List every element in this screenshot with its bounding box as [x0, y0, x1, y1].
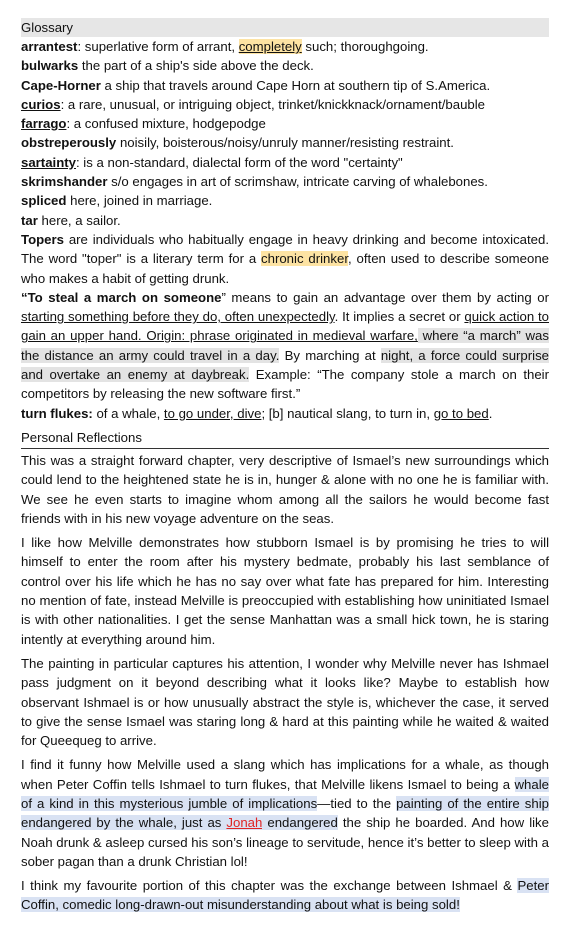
term: bulwarks — [21, 58, 79, 74]
underline-quick-action: quick action to gain an upper hand. Origin: phrase originated in medieval warfare, — [21, 309, 549, 344]
definition-end: . — [488, 405, 493, 421]
glossary-entry-spliced — [21, 191, 549, 210]
term: Topers — [21, 231, 64, 247]
glossary-entry-arrantest — [21, 37, 549, 56]
reflection-paragraph-1: This was a straight forward chapter, very descriptive of Ismael’s new surroundings which could lend to the heightened state he is in, hunger & alone with no one he is familiar with. We see he even starts to imagine whom among all the sailors he would become fast friends with in his new voyage adventure on the seas. — [21, 452, 549, 526]
reflections-heading: Personal Reflections — [21, 428, 549, 449]
highlight-march-distance: where “a march” was the distance an army could travel in a day. — [21, 328, 549, 363]
definition: here, joined in marriage. — [66, 193, 213, 209]
definition-tail: , often used to describe someone who makes a habit of getting drunk. — [21, 251, 549, 286]
highlight-painting: painting of the entire ship endangered by the whale, just as — [21, 795, 549, 831]
highlight-completely: completely — [238, 39, 302, 54]
definition: a ship that travels around Cape Horn at southern tip of S.America. — [100, 77, 491, 93]
reflection-paragraph-3: The painting in particular captures his attention, I wonder why Melville never has Ishmael pass judgment on it beyond describing what it looks like? Maybe to establish how observant Ishmael is or how unusually abstract the style is, whichever the case, it served to give the sense Ismael was staring long & hard at this painting while he waited & waited for Queequeg to arrive. — [21, 655, 549, 749]
definition: are individuals who habitually engage in heavy drinking and become intoxicated. The word "toper" is a literary term for a — [21, 231, 549, 267]
definition-tail: such; thoroughgoing. — [301, 39, 429, 54]
definition: : a confused mixture, hodgepodge — [66, 116, 266, 132]
highlight-peter-coffin: Peter Coffin, comedic long-drawn-out misunderstanding about what is being sold! — [21, 878, 549, 913]
underline-starting-something: starting something before they do, often unexpectedly — [21, 309, 335, 325]
definition: the part of a ship's side above the deck. — [78, 58, 314, 74]
definition-part: . It implies a secret or — [334, 309, 465, 325]
term: sartainty — [21, 154, 76, 170]
term: farrago — [21, 116, 67, 132]
glossary-entry-turn-flukes — [21, 404, 549, 423]
term: obstreperously — [21, 135, 117, 151]
paragraph-text: I think my favourite portion of this chapter was the exchange between Ishmael & — [21, 878, 518, 894]
paragraph-text: the ship he boarded. And how like Noah drunk & asleep cursed his son’s lineage to servitude, hence it’s better to sleep with a sober pagan than a drunk Christian lol! — [21, 815, 549, 869]
term: turn flukes: — [21, 405, 93, 421]
glossary-entry-cape-horner — [21, 76, 549, 95]
underline-go-to-bed: go to bed — [433, 405, 489, 421]
paragraph-text: I find it funny how Melville used a slang which has implications for a whale, as though when Peter Coffin tells Ishmael to turn flukes, that Melville likens Ismael to being a — [21, 757, 549, 792]
definition: : a rare, unusual, or intriguing object, trinket/knickknack/ornament/bauble — [60, 96, 486, 112]
term: curios — [21, 96, 61, 112]
term: arrantest — [21, 39, 78, 54]
definition-example: Example: “The company stole a march on their competitors by releasing the new software first.” — [21, 367, 549, 402]
reflection-paragraph-4 — [21, 755, 549, 871]
term: tar — [21, 212, 38, 228]
glossary-heading: Glossary — [21, 18, 549, 37]
term: spliced — [21, 193, 67, 209]
jonah-link[interactable]: Jonah — [226, 815, 263, 831]
glossary-entry-curios — [21, 95, 549, 114]
term: “To steal a march on someone — [21, 289, 222, 305]
term: skrimshander — [21, 174, 108, 190]
glossary-entry-steal-a-march — [21, 288, 549, 404]
definition: s/o engages in art of scrimshaw, intricate carving of whalebones. — [107, 174, 488, 190]
reflection-paragraph-5 — [21, 876, 549, 915]
definition: here, a sailor. — [37, 212, 121, 228]
definition: : is a non-standard, dialectal form of the word "certainty" — [75, 154, 403, 170]
document-page — [21, 18, 549, 920]
definition-part: ; [b] nautical slang, to turn in, — [261, 405, 434, 421]
highlight-chronic-drinker: chronic drinker — [261, 251, 348, 267]
definition: of a whale, — [92, 405, 164, 421]
glossary-entry-topers — [21, 230, 549, 288]
glossary-entry-obstreperously — [21, 133, 549, 152]
definition-part: By marching at — [279, 347, 381, 363]
highlight-whale-of-a-kind: whale of a kind in this mysterious jumble of implications — [21, 776, 549, 811]
glossary-entry-tar — [21, 211, 549, 230]
definition: ” means to gain an advantage over them by acting or — [221, 289, 550, 305]
underline-go-under: to go under, dive — [163, 405, 262, 421]
paragraph-text: —tied to the — [317, 795, 397, 811]
glossary-entry-skrimshander — [21, 172, 549, 191]
glossary-entry-farrago — [21, 114, 549, 133]
definition: noisily, boisterous/noisy/unruly manner/resisting restraint. — [116, 135, 454, 151]
glossary-entry-sartainty — [21, 153, 549, 172]
highlight-endangered: endangered — [262, 815, 338, 831]
reflection-paragraph-2: I like how Melville demonstrates how stubborn Ismael is by promising he tries to will himself to enter the room after his mystery bedmate, probably his last semblance of control over his life which he has no say over what fate has prepared for him. Interesting no mention of fate, instead Melville is preoccupied with establishing how uninitiated Ismael is with other nationalities. I get the sense Manhattan was a small hick town, he is staring intently at everything around him. — [21, 535, 549, 647]
term: Cape-Horner — [21, 77, 101, 93]
definition: : superlative form of arrant, — [77, 39, 239, 54]
glossary-entry-bulwarks — [21, 56, 549, 75]
highlight-night-surprise: night, a force could surprise and overtake an enemy at daybreak. — [21, 347, 550, 383]
